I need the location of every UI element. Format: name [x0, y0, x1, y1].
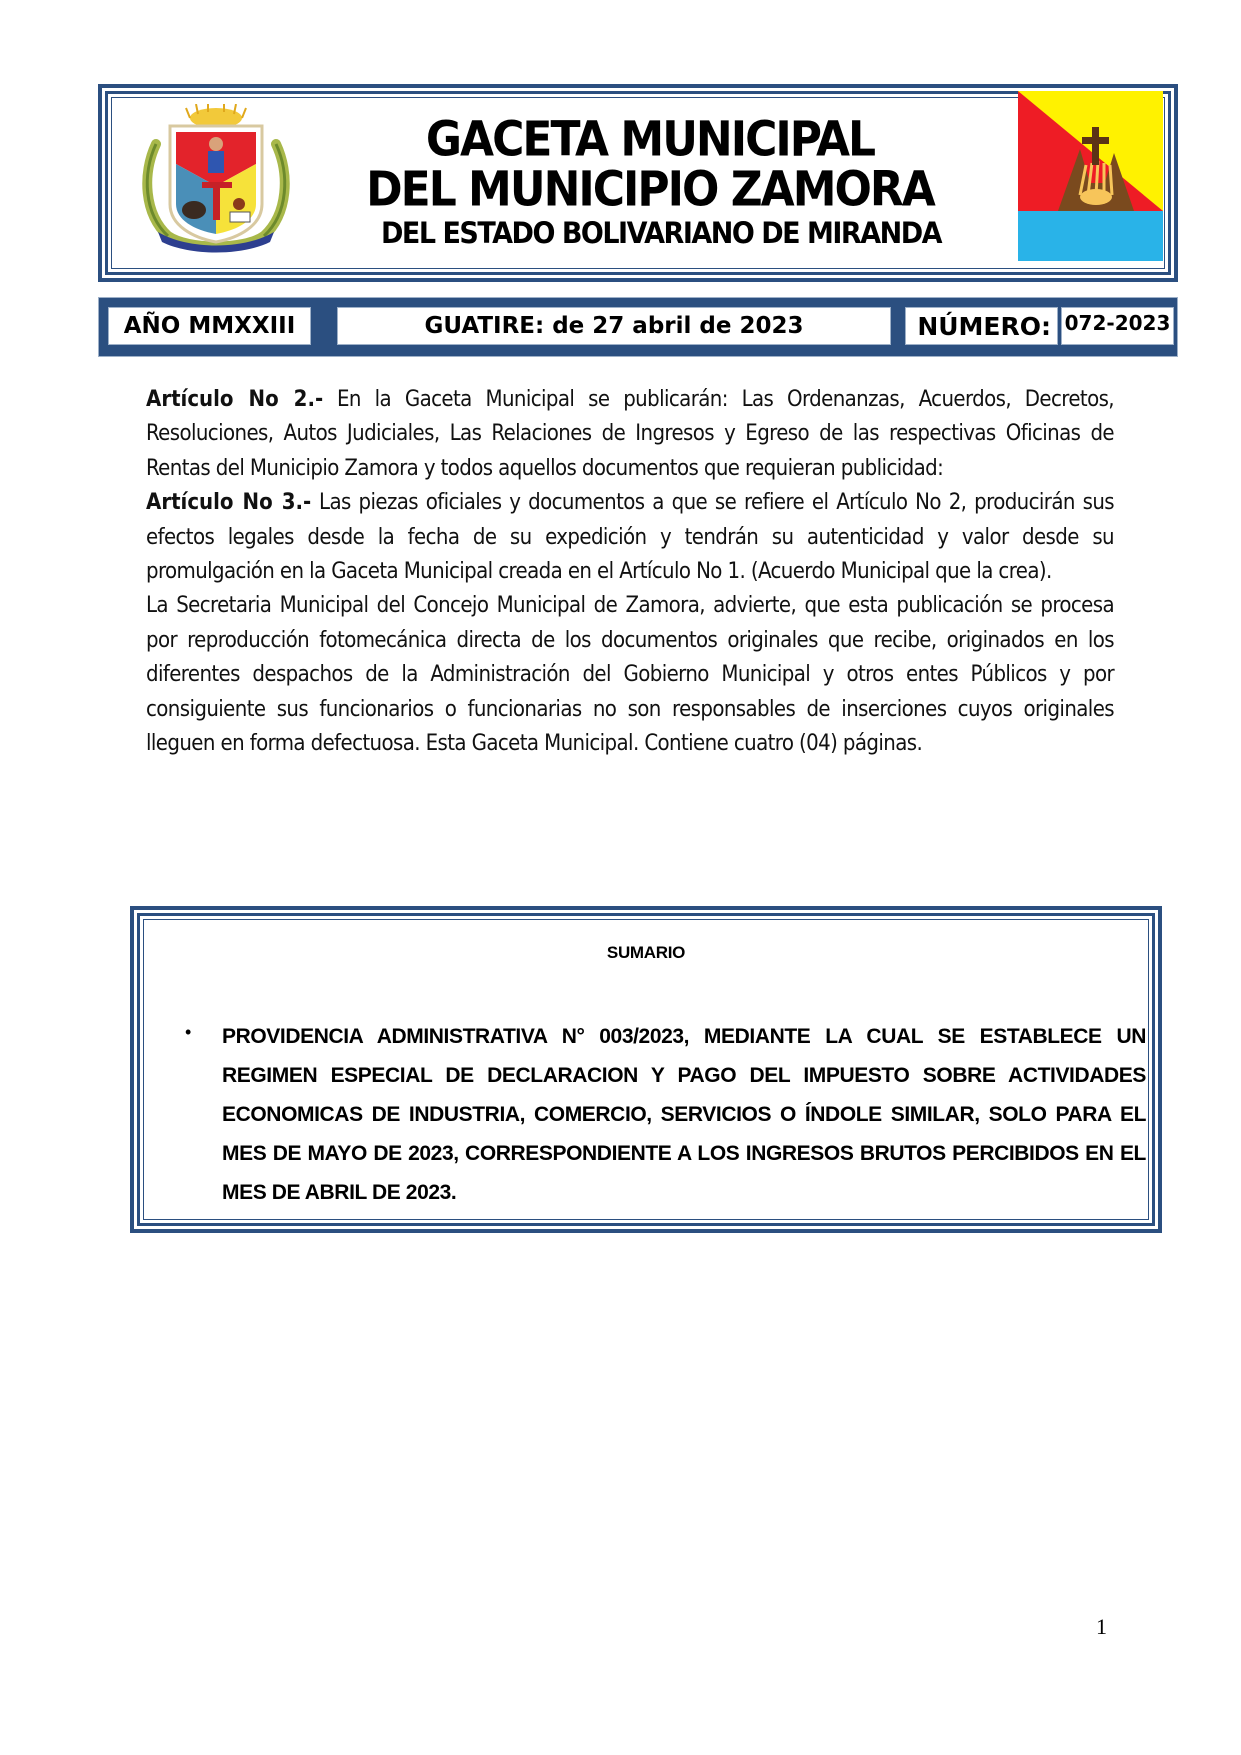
municipal-flag-icon [1018, 91, 1163, 261]
article-2-label: Artículo No 2.- [146, 387, 324, 412]
article-3-paragraph [146, 486, 1114, 589]
page-number: 1 [1096, 1614, 1107, 1639]
issue-number-label: NÚMERO: [905, 307, 1058, 345]
article-2-paragraph [146, 383, 1114, 486]
title-line-1: GACETA MUNICIPAL [425, 111, 875, 168]
article-2-text: En la Gaceta Municipal se publicarán: Las Ordenanzas, Acuerdos, Decretos, Resoluciones, Autos Judiciales, Las Relaciones de Ingresos y Egreso de las respectivas Oficinas de Rentas del Municipio Zamora y todos aquellos documentos que requieran publicidad: [146, 387, 1114, 481]
bullet-icon: • [185, 1022, 192, 1042]
issue-date: GUATIRE: de 27 abril de 2023 [337, 307, 891, 345]
legal-notice-text [146, 383, 1114, 761]
article-3-text: Las piezas oficiales y documentos a que se refiere el Artículo No 2, producirán sus efectos legales desde la fecha de su expedición y tendrán su autenticidad y valor desde su promulgación en la Gaceta Municipal creada en el Artículo No 1. (Acuerdo Municipal que la crea). [146, 490, 1114, 585]
title-line-3: DEL ESTADO BOLIVARIANO DE MIRANDA [380, 216, 942, 251]
sumario-list-item: PROVIDENCIA ADMINISTRATIVA N° 003/2023, MEDIANTE LA CUAL SE ESTABLECE UN REGIMEN ESPECIAL DE DECLARACION Y PAGO DEL IMPUESTO SOBRE ACTIVIDADES ECONOMICAS DE INDUSTRIA, COMERCIO, SERVICIOS O ÍNDOLE SIMILAR, SOLO PARA EL MES DE MAYO DE 2023, CORRESPONDIENTE A LOS INGRESOS BRUTOS PERCIBIDOS EN EL MES DE ABRIL DE 2023. [222, 1025, 1146, 1204]
title-line-2: DEL MUNICIPIO ZAMORA [366, 161, 934, 218]
municipal-coat-of-arms-icon [138, 104, 294, 254]
article-3-label: Artículo No 3.- [146, 490, 312, 516]
issue-info-bar [98, 297, 1178, 357]
masthead-title [290, 111, 1010, 251]
disclaimer-paragraph [146, 589, 1114, 761]
issue-year: AÑO MMXXIII [108, 307, 311, 345]
disclaimer-text: La Secretaria Municipal del Concejo Municipal de Zamora, advierte, que esta publicación se procesa por reproducción fotomecánica directa de los documentos originales que recibe, originados en los diferentes despachos de la Administración del Gobierno Municipal y otros entes Públicos y por consiguiente sus funcionarios o funcionarias no son responsables de inserciones cuyos originales lleguen en forma defectuosa. Esta Gaceta Municipal. Contiene cuatro (04) páginas. [146, 593, 1114, 757]
sun-icon [186, 104, 246, 128]
sumario-title: SUMARIO [606, 943, 686, 962]
issue-number-value: 072-2023 [1061, 307, 1174, 345]
